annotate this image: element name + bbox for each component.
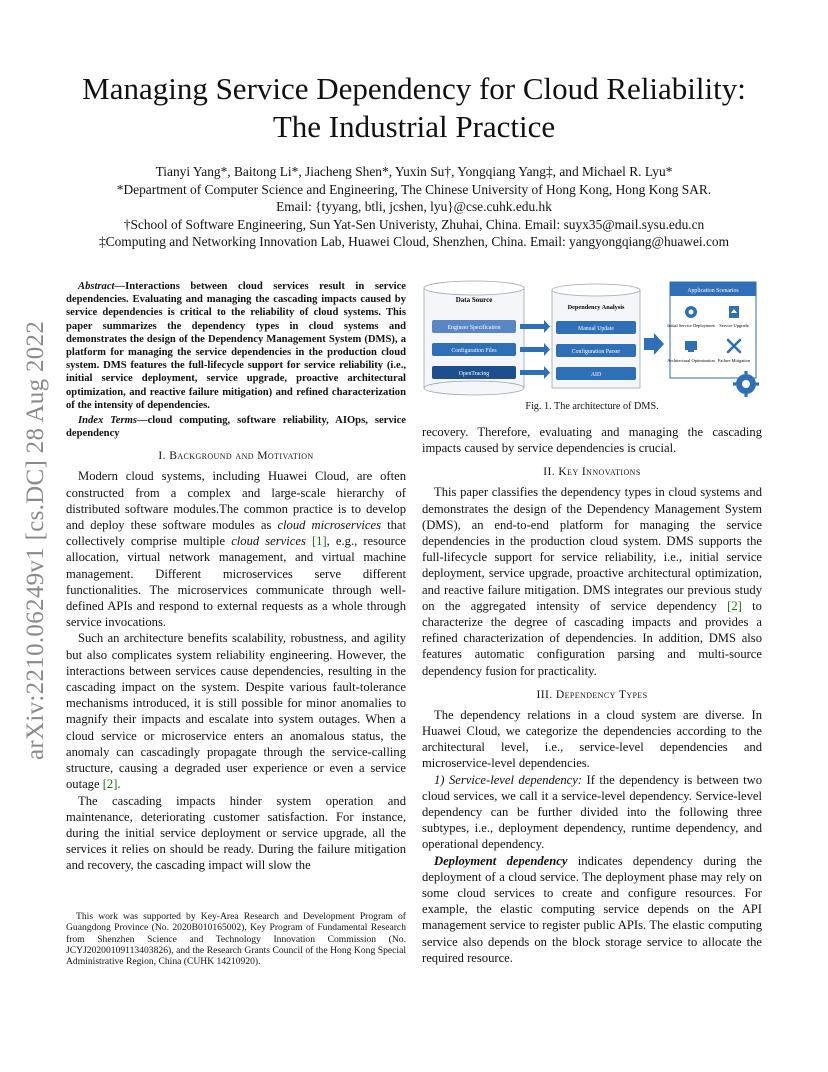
footnote-text: This work was supported by Key-Area Research and Development Program of Guangdong Province (No. 2020B010165002), Key Program of Fundamental Research from Shenzhen Science and Technology Innovation Commission (No. JCYJ20200109113403826), and the Research Grants Council of the Hong Kong Special Administrative Region, China (CUHK 14210920). (66, 911, 406, 968)
affiliation-1-email: Email: {tyyang, btli, jcshen, lyu}@cse.cuhk.edu.hk (276, 199, 552, 214)
s1-p2-a: Such an architecture benefits scalability, robustness, and agility but also complicates system reliability engineering. However, the interactions between services cause dependencies, resulting in the cascading impact on the system. Despite various fault-tolerance mechanisms introduced, it is still possible for minor anomalies to magnify their impacts and escalate into system outages. When a cloud service or microservice enters an anomalous status, the anomaly can cascadingly propagate through the service-calling structure, causing a degraded user experience or even a service outage (66, 631, 406, 792)
s3-p3: indicates dependency during the deployment of a cloud service. The deployment phase may rely on some cloud services to create and configure resources. For example, the elastic computing service depends on the API management service to register public APIs. The elastic computing service also depends on the block storage service to allocate the required resource. (422, 853, 762, 965)
s1-continuation: recovery. Therefore, evaluating and managing the cascading impacts caused by service dependencies is crucial. (422, 425, 762, 456)
right-column (422, 424, 762, 966)
dependency-analysis-panel (552, 284, 640, 388)
dependency-analysis-label: Dependency Analysis (567, 304, 625, 311)
abstract (66, 280, 406, 440)
section-1-heading: I. Background and Motivation (158, 449, 314, 463)
paper-title: Managing Service Dependency for Cloud Reliability: The Industrial Practice (82, 71, 746, 144)
app-arch-optimization: Architectural Optimization (667, 358, 715, 363)
citation-link-3[interactable]: [2] (727, 598, 742, 613)
s3-p2: If the dependency is between two cloud services, we call it a service-level dependency. Service-level dependency can be further divided into the following three subtypes, i.e., deployment dependency, runtime dependency, and operational dependency. (422, 772, 762, 852)
s3-deployment-dependency: Deployment dependency (434, 853, 568, 868)
s1-p1-c: , e.g., resource allocation, virtual network management, and virtual machine management. Different microservices serve different functionalities. The microservices communicate through well-defined APIs and respond to external requests as a whole through service invocations. (66, 534, 406, 630)
s1-p2-b: . (117, 777, 121, 792)
ds-engineer-spec: Engineer Specification (447, 325, 501, 331)
abstract-text: —Interactions between cloud services result in service dependencies. Evaluating and managing the cascading impacts caused by service dependencies is critical to the reliability of cloud systems. This paper summarizes the dependency types in cloud systems and demonstrates the design of the Dependency Management System (DMS), a platform for managing the service dependencies in the production cloud system. DMS features the full-lifecycle support for service reliability (i.e., initial service deployment, service upgrade, proactive architectural optimization, and reactive failure mitigation) and refined characterization of the intensity of dependencies. (66, 281, 406, 411)
author-list: Tianyi Yang*, Baitong Li*, Jiacheng Shen*, Yuxin Su†, Yongqiang Yang‡, and Michael R. Lyu* (155, 164, 673, 179)
s1-p1-a: Modern cloud systems, including Huawei Cloud, are often constructed from a complex and large-scale hierarchy of distributed software modules.The common practice is to develop and deploy these software modules as (66, 469, 406, 533)
s3-subsection-label: 1) Service-level dependency: (434, 772, 583, 787)
abstract-label: Abstract (78, 281, 115, 292)
da-manual-update: Manual Update (578, 326, 614, 332)
section-3-body (422, 707, 762, 966)
section-3-heading: III. Dependency Types (536, 687, 648, 701)
app-failure-mitigation: Failure Mitigation (717, 358, 751, 363)
affiliation-1: *Department of Computer Science and Engineering, The Chinese University of Hong Kong, Hong Kong SAR. (116, 182, 712, 197)
s1-em-cloud-services: cloud services (231, 534, 306, 549)
da-config-parser: Configuration Parser (571, 349, 621, 355)
ds-config-files: Configuration Files (451, 348, 497, 354)
ds-opentracing: OpenTracing (458, 371, 490, 377)
deployment-icon (685, 306, 697, 318)
app-initial-deployment: Initial Service Deployment (667, 323, 715, 328)
application-scenarios-panel (667, 282, 756, 378)
affiliation-2: †School of Software Engineering, Sun Yat-Sen Univeristy, Zhuhai, China. Email: suyx35@mail.sysu.edu.cn (123, 217, 705, 232)
app-service-upgrade: Service Upgrade (719, 323, 749, 328)
section-2-body (422, 484, 762, 678)
figure-caption: Fig. 1. The architecture of DMS. (525, 401, 659, 412)
s2-b: to characterize the degree of cascading impacts and provides a refined characterization of dependencies. In addition, DMS also features automatic configuration parsing and multi-source dependency fusion for practicality. (422, 598, 762, 678)
data-source-label: Data Source (455, 296, 493, 304)
dms-architecture-figure (422, 278, 762, 398)
section-1-body (66, 468, 406, 873)
footnote (66, 911, 406, 967)
index-terms-label: Index Terms (78, 415, 137, 427)
citation-link-1[interactable]: [1] (311, 534, 327, 549)
s3-p1: The dependency relations in a cloud system are diverse. In Huawei Cloud, we categorize the dependencies according to the architectural level, i.e., service-level dependencies and microservice-level dependencies. (422, 707, 762, 771)
section-2-heading: II. Key Innovations (543, 465, 641, 479)
s1-p3: The cascading impacts hinder system operation and maintenance, deteriorating customer satisfaction. For instance, during the initial service deployment or service upgrade, all the services it relies on should be ready. During the failure mitigation and recovery, the cascading impact will slow the (66, 793, 406, 873)
app-scenarios-title: Application Scenarios (687, 288, 739, 294)
arxiv-stamp: arXiv:2210.06249v1 [cs.DC] 28 Aug 2022 (22, 320, 49, 760)
s2-a: This paper classifies the dependency types in cloud systems and demonstrates the design of the Dependency Management System (DMS), an end-to-end platform for managing the service dependencies in the production cloud system. DMS supports the full-lifecycle support for service reliability, i.e., initial service deployment, service upgrade, proactive architectural optimization, and reactive failure mitigation. DMS integrates our previous study on the aggregated intensity of service dependency (422, 485, 762, 613)
s1-p1-b: that collectively comprise multiple (66, 518, 406, 549)
data-source-panel (424, 281, 524, 395)
left-column (66, 280, 406, 874)
upgrade-icon (729, 306, 739, 318)
citation-link-2[interactable]: [2] (102, 777, 118, 792)
da-aid: AID (590, 372, 602, 378)
affiliation-3: ‡Computing and Networking Innovation Lab, Huawei Cloud, Shenzhen, China. Email: yangyongqiang@huawei.com (98, 234, 730, 249)
index-terms-text: —cloud computing, software reliability, AIOps, service dependency (66, 415, 406, 440)
s1-em-microservices: cloud microservices (277, 518, 381, 533)
